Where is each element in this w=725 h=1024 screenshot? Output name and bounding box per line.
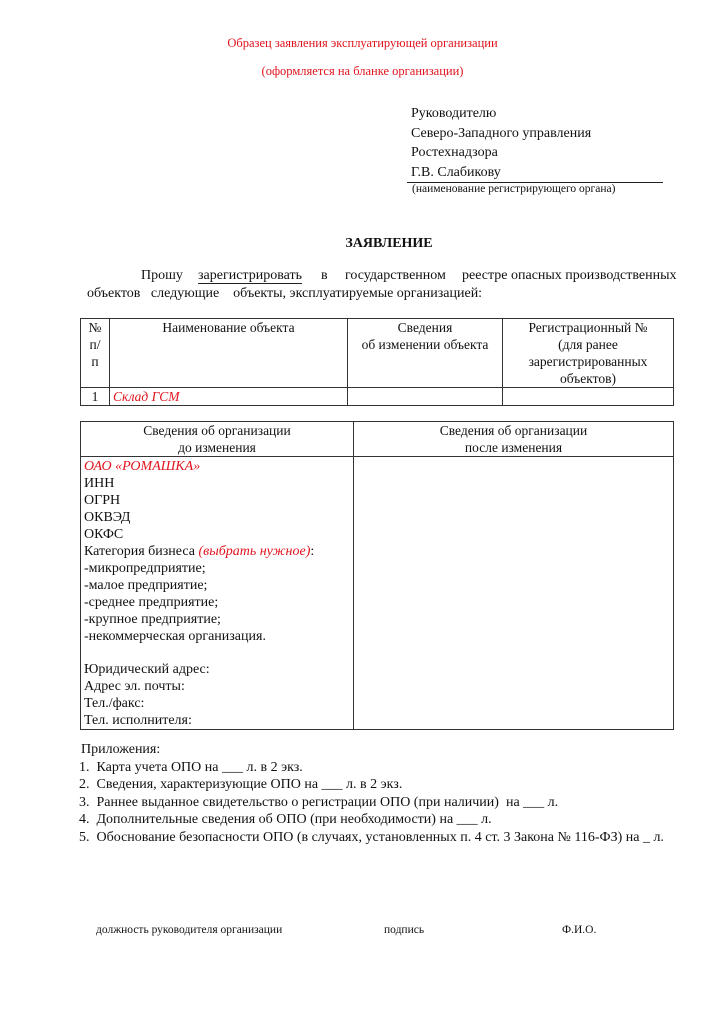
form-note: (оформляется на бланке организации) <box>261 64 464 78</box>
contact-field: Юридический адрес: <box>84 662 210 677</box>
signature-fio: Ф.И.О. <box>562 924 597 936</box>
org-field: ИНН <box>84 476 115 491</box>
header-after <box>354 422 674 457</box>
attachment-item: 5. Обоснование безопасности ОПО (в случаях, установленных п. 4 ст. 3 Закона № 116-ФЗ) на _ л. <box>79 829 664 845</box>
header-before-line: Сведения об организации <box>143 423 291 438</box>
intro-word: реестре опасных производственных <box>462 268 677 283</box>
intro-word: Прошу <box>141 268 183 283</box>
header-reg-line: зарегистрированных <box>528 354 648 369</box>
header-num-line: п <box>91 354 99 369</box>
sample-note: Образец заявления эксплуатирующей организации <box>227 36 498 50</box>
addressee-line: Руководителю <box>411 106 497 121</box>
signature-position: должность руководителя организации <box>96 924 283 936</box>
header-before-line: до изменения <box>178 440 256 455</box>
attachments-block <box>79 741 664 846</box>
org-field: ОКВЭД <box>84 510 131 525</box>
header-num-line: п/ <box>89 337 101 352</box>
category-colon: : <box>310 544 315 559</box>
addressee-line: Северо-Западного управления <box>411 125 592 141</box>
contact-field: Адрес эл. почты: <box>84 679 185 694</box>
addressee-caption: (наименование регистрирующего органа) <box>412 183 616 195</box>
org-table-header <box>81 422 674 457</box>
objects-table <box>80 318 674 406</box>
org-name: ОАО «РОМАШКА» <box>84 459 201 474</box>
attachments-title: Приложения: <box>81 742 161 757</box>
attachment-item: 2. Сведения, характеризующие ОПО на ___ л. в 2 экз. <box>79 777 403 792</box>
cell-num: 1 <box>81 388 110 406</box>
header-after-line: после изменения <box>464 440 563 455</box>
org-after-cell <box>354 457 674 730</box>
addressee-line: Г.В. Слабикову <box>411 164 501 180</box>
category-label: Категория бизнеса <box>84 544 195 559</box>
header-changes-line: об изменении объекта <box>361 337 489 352</box>
header-reg-line: Регистрационный № <box>528 320 648 335</box>
attachment-item: 1. Карта учета ОПО на ___ л. в 2 экз. <box>79 759 303 775</box>
org-before-cell <box>81 457 354 730</box>
org-field: ОКФС <box>84 527 124 542</box>
category-hint: (выбрать нужное) <box>198 544 311 559</box>
signature-sign: подпись <box>384 924 425 936</box>
organization-table <box>80 421 674 730</box>
header-reg-number <box>503 319 674 388</box>
contact-field: Тел./факс: <box>84 696 145 711</box>
intro-register-word: зарегистрировать <box>198 268 302 283</box>
header-object-name: Наименование объекта <box>110 319 348 388</box>
org-field: ОГРН <box>84 493 121 508</box>
intro-word: государственном <box>345 268 446 283</box>
addressee-line: Ростехнадзора <box>411 145 498 160</box>
cell-reg-number <box>503 388 674 406</box>
addressee-block <box>411 104 591 182</box>
header-changes <box>348 319 503 388</box>
header-after-line: Сведения об организации <box>439 423 588 438</box>
category-option: -некоммерческая организация. <box>84 629 266 644</box>
document-title: ЗАЯВЛЕНИЕ <box>345 236 433 251</box>
contact-field: Тел. исполнителя: <box>84 713 192 728</box>
business-category <box>84 543 350 560</box>
header-num <box>81 319 110 388</box>
attachment-item: 3. Раннее выданное свидетельство о регистрации ОПО (при наличии) на ___ л. <box>79 794 559 810</box>
header-before <box>81 422 354 457</box>
cell-object-name: Склад ГСМ <box>110 388 348 406</box>
org-table-body <box>81 457 674 730</box>
category-option: -крупное предприятие; <box>84 612 221 627</box>
intro-word: в <box>321 268 328 283</box>
cell-changes <box>348 388 503 406</box>
header-num-line: № <box>88 320 102 335</box>
header-changes-line: Сведения <box>397 320 453 335</box>
category-option: -малое предприятие; <box>84 578 208 593</box>
category-option: -микропредприятие; <box>84 561 206 576</box>
spacer <box>84 645 350 661</box>
intro-line-2: объектов следующие объекты, эксплуатируемые организацией: <box>87 286 483 301</box>
attachment-item: 4. Дополнительные сведения об ОПО (при необходимости) на ___ л. <box>79 812 492 827</box>
header-reg-line: объектов) <box>560 371 616 386</box>
objects-table-header <box>81 319 674 388</box>
table-row <box>81 388 674 406</box>
category-option: -среднее предприятие; <box>84 595 219 610</box>
header-reg-line: (для ранее <box>558 337 618 352</box>
